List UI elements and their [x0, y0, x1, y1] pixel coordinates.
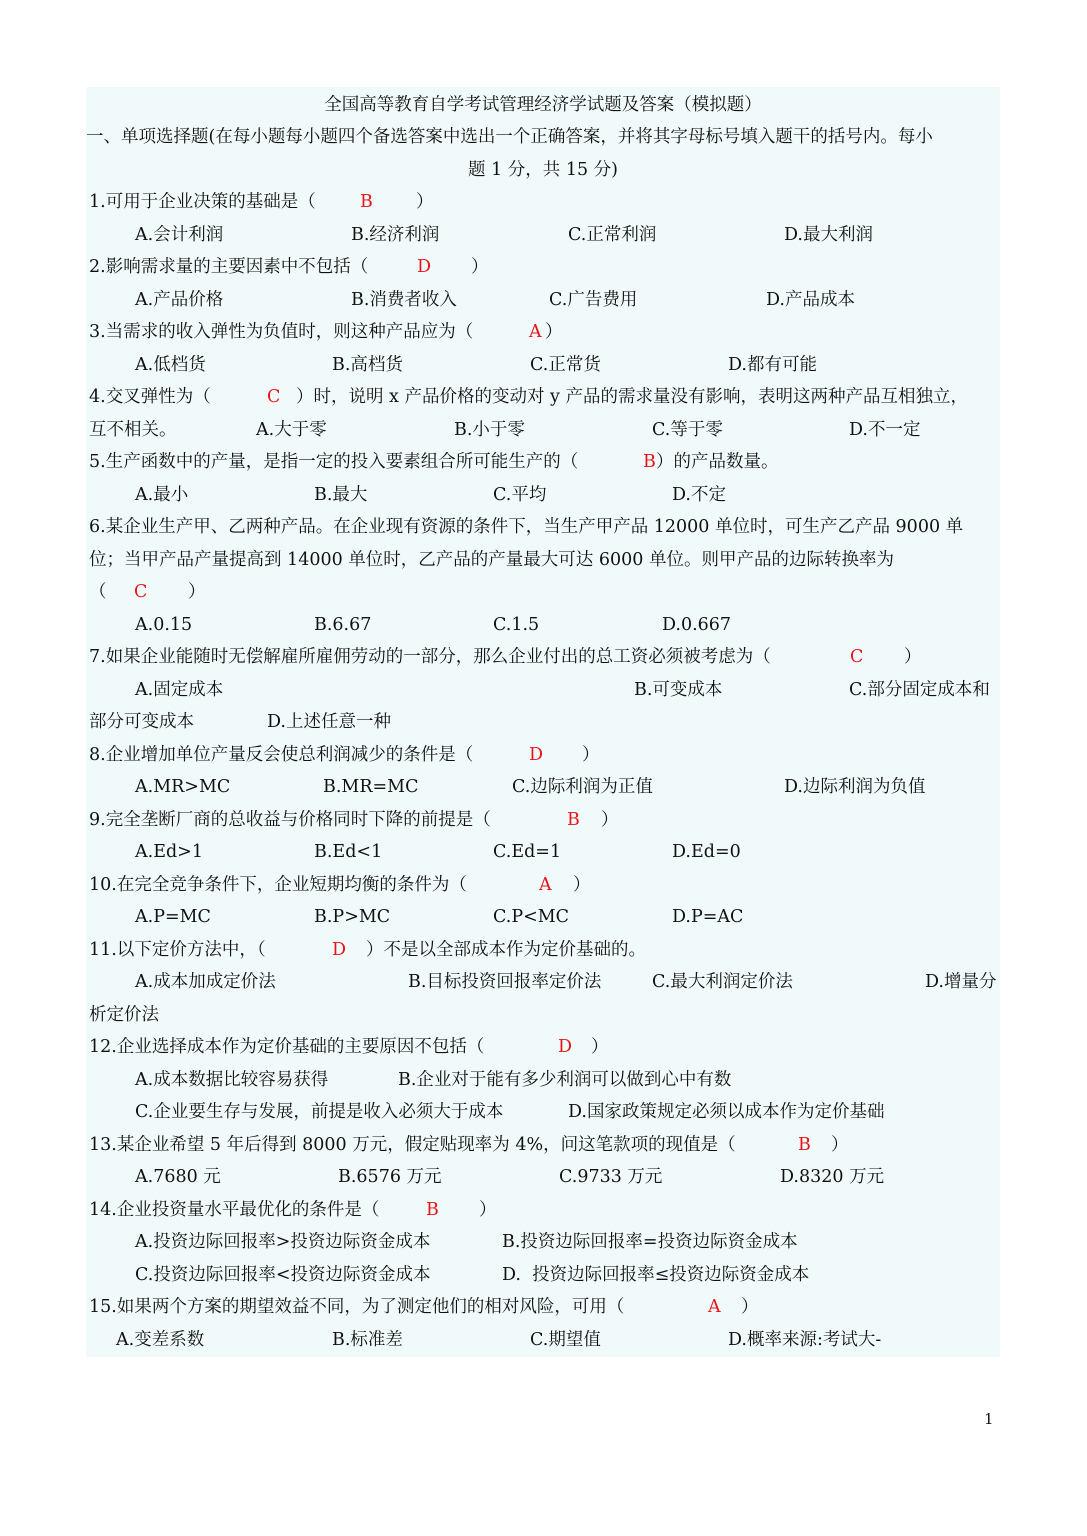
- section-heading-line2: 题 1 分，共 15 分): [468, 160, 618, 180]
- question-3-stem: 3.当需求的收入弹性为负值时，则这种产品应为（ A ）: [86, 316, 1000, 348]
- question-13-stem: 13.某企业希望 5 年后得到 8000 万元，假定贴现率为 4%，问这笔款项的现值是（ B ）: [86, 1129, 1000, 1161]
- section-heading-line1: 一、单项选择题(在每小题每小题四个备选答案中选出一个正确答案，并将其字母标号填入题干的括号内。每小: [86, 127, 933, 147]
- option: A.MR>MC: [135, 777, 231, 797]
- option: B.最大: [314, 485, 368, 505]
- option: C.边际利润为正值: [512, 777, 653, 797]
- option: D.国家政策规定必须以成本作为定价基础: [568, 1102, 885, 1122]
- option: A.成本数据比较容易获得: [135, 1070, 329, 1090]
- option: D.上述任意一种: [267, 712, 391, 732]
- question-1-options: [86, 219, 1000, 251]
- question-14-options: [86, 1226, 1000, 1258]
- option: D.0.667: [662, 615, 732, 635]
- answer-3: A: [529, 322, 542, 342]
- option: B.高档货: [332, 355, 403, 375]
- option: C.期望值: [530, 1330, 601, 1350]
- answer-5: B: [643, 452, 656, 472]
- option: C.部分固定成本和: [849, 680, 990, 700]
- answer-4: C: [267, 387, 281, 407]
- option: D.概率来源:考试大-: [728, 1330, 882, 1350]
- answer-9: B: [567, 810, 580, 830]
- option: B.6576 万元: [338, 1167, 442, 1187]
- option: C.1.5: [493, 615, 540, 635]
- question-10-stem: 10.在完全竞争条件下，企业短期均衡的条件为（ A ）: [86, 869, 1000, 901]
- question-6-stem-line3: （ C ）: [86, 576, 1000, 608]
- option: D.不一定: [849, 420, 921, 440]
- question-1-stem: 1.可用于企业决策的基础是（ B ）: [86, 186, 1000, 218]
- question-15-options: [86, 1324, 1000, 1356]
- answer-15: A: [708, 1297, 721, 1317]
- question-7-options-line2: 部分可变成本 D.上述任意一种: [86, 706, 1000, 738]
- answer-8: D: [529, 745, 544, 765]
- option: A.成本加成定价法: [135, 972, 276, 992]
- option: A.Ed>1: [135, 842, 203, 862]
- option: A.最小: [135, 485, 189, 505]
- option: D.边际利润为负值: [784, 777, 926, 797]
- option: A.大于零: [256, 420, 327, 440]
- question-2-options: [86, 284, 1000, 316]
- option: C.P<MC: [493, 907, 570, 927]
- option: A.变差系数: [116, 1330, 205, 1350]
- option: B.小于零: [454, 420, 525, 440]
- answer-1: B: [360, 192, 373, 212]
- question-10-options: [86, 901, 1000, 933]
- option: A.7680 元: [135, 1167, 221, 1187]
- option: D.都有可能: [728, 355, 817, 375]
- question-3-options: [86, 349, 1000, 381]
- option: B.MR=MC: [323, 777, 419, 797]
- option: B.经济利润: [351, 225, 440, 245]
- question-14-stem: 14.企业投资量水平最优化的条件是（ B ）: [86, 1194, 1000, 1226]
- question-8-stem: 8.企业增加单位产量反会使总利润减少的条件是（ D ）: [86, 739, 1000, 771]
- question-12-options: [86, 1064, 1000, 1096]
- question-12-stem: 12.企业选择成本作为定价基础的主要原因不包括（ D ）: [86, 1031, 1000, 1063]
- option: D.P=AC: [672, 907, 744, 927]
- page-number: 1: [984, 1410, 994, 1428]
- option: A.低档货: [135, 355, 206, 375]
- question-9-options: [86, 836, 1000, 868]
- answer-6: C: [134, 582, 148, 602]
- option: A.投资边际回报率>投资边际资金成本: [135, 1232, 431, 1252]
- option: D.产品成本: [766, 290, 855, 310]
- question-11-options: [86, 966, 1000, 998]
- option: C.最大利润定价法: [652, 972, 793, 992]
- question-4-stem: 4.交叉弹性为（ C ）时，说明 x 产品价格的变动对 y 产品的需求量没有影响，表明这两种产品互相独立，: [86, 381, 1000, 413]
- question-2-stem: 2.影响需求量的主要因素中不包括（ D ）: [86, 251, 1000, 283]
- question-7-stem: 7.如果企业能随时无偿解雇所雇佣劳动的一部分，那么企业付出的总工资必须被考虑为（ C ）: [86, 641, 1000, 673]
- content-area: [86, 87, 1000, 1357]
- question-5-stem: 5.生产函数中的产量，是指一定的投入要素组合所可能生产的（ B ）的产品数量。: [86, 446, 1000, 478]
- option: D. 投资边际回报率≤投资边际资金成本: [502, 1265, 810, 1285]
- option: B.目标投资回报率定价法: [408, 972, 602, 992]
- option: D.最大利润: [784, 225, 873, 245]
- option: C.企业要生存与发展，前提是收入必须大于成本: [135, 1102, 504, 1122]
- answer-12: D: [558, 1037, 573, 1057]
- question-11-options-line2: 析定价法: [89, 1005, 159, 1025]
- answer-10: A: [539, 875, 552, 895]
- option: B.投资边际回报率=投资边际资金成本: [502, 1232, 798, 1252]
- option: C.投资边际回报率<投资边际资金成本: [135, 1265, 431, 1285]
- option: D.增量分: [925, 972, 997, 992]
- answer-13: B: [798, 1135, 811, 1155]
- page-title: 全国高等教育自学考试管理经济学试题及答案（模拟题）: [324, 95, 762, 115]
- option: C.等于零: [652, 420, 723, 440]
- question-14-options-line2: [86, 1259, 1000, 1291]
- option: C.正常利润: [568, 225, 657, 245]
- question-7-options: [86, 674, 1000, 706]
- answer-2: D: [417, 257, 432, 277]
- option: C.平均: [493, 485, 547, 505]
- answer-11: D: [332, 940, 347, 960]
- option: D.8320 万元: [780, 1167, 885, 1187]
- option: A.P=MC: [135, 907, 211, 927]
- option: B.标准差: [332, 1330, 403, 1350]
- option: C.广告费用: [549, 290, 638, 310]
- question-13-options: [86, 1161, 1000, 1193]
- option: B.P>MC: [314, 907, 391, 927]
- option: C.Ed=1: [493, 842, 562, 862]
- question-6-stem: 6.某企业生产甲、乙两种产品。在企业现有资源的条件下，当生产甲产品 12000 单位时，可生产乙产品 9000 单: [89, 517, 964, 537]
- option: D.不定: [672, 485, 726, 505]
- option: D.Ed=0: [672, 842, 741, 862]
- question-6-stem-line2: 位；当甲产品产量提高到 14000 单位时，乙产品的产量最大可达 6000 单位。则甲产品的边际转换率为: [89, 550, 894, 570]
- option: B.6.67: [314, 615, 372, 635]
- option: B.企业对于能有多少利润可以做到心中有数: [398, 1070, 732, 1090]
- option: C.9733 万元: [559, 1167, 663, 1187]
- question-11-stem: 11.以下定价方法中，（ D ）不是以全部成本作为定价基础的。: [86, 934, 1000, 966]
- option: A.固定成本: [135, 680, 224, 700]
- option: A.产品价格: [135, 290, 224, 310]
- option: B.可变成本: [634, 680, 723, 700]
- question-4-options: 互不相关。 A.大于零 B.小于零 C.等于零 D.不一定: [86, 414, 1000, 446]
- question-9-stem: 9.完全垄断厂商的总收益与价格同时下降的前提是（ B ）: [86, 804, 1000, 836]
- option: B.消费者收入: [351, 290, 457, 310]
- question-8-options: [86, 771, 1000, 803]
- option: B.Ed<1: [314, 842, 383, 862]
- option: A.0.15: [135, 615, 193, 635]
- answer-7: C: [850, 647, 864, 667]
- question-15-stem: 15.如果两个方案的期望效益不同，为了测定他们的相对风险，可用（ A ）: [86, 1291, 1000, 1323]
- answer-14: B: [426, 1200, 439, 1220]
- question-6-options: [86, 609, 1000, 641]
- option: A.会计利润: [135, 225, 224, 245]
- question-12-options-line2: [86, 1096, 1000, 1128]
- option: C.正常货: [530, 355, 601, 375]
- question-5-options: [86, 479, 1000, 511]
